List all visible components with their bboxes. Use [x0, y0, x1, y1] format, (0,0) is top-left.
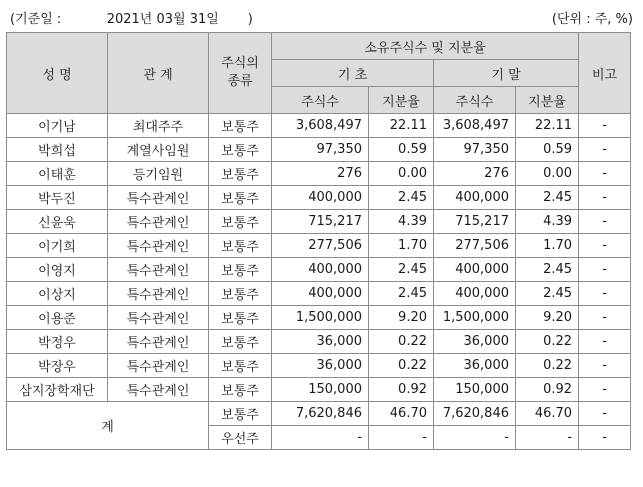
cell-note: -: [579, 114, 631, 138]
cell-name: 이기남: [7, 114, 108, 138]
cell-relation: 계열사임원: [108, 138, 209, 162]
header-note: 비고: [579, 33, 631, 114]
cell-note: -: [579, 234, 631, 258]
cell-end-ratio: 0.00: [516, 162, 579, 186]
header-begin-shares: 주식수: [272, 87, 369, 114]
cell-end-shares: 400,000: [434, 282, 516, 306]
table-row: [7, 210, 631, 234]
cell-name: 박정우: [7, 330, 108, 354]
cell-type: 보통주: [209, 354, 272, 378]
cell-begin-ratio: 0.92: [369, 378, 434, 402]
cell-type: 보통주: [209, 402, 272, 426]
header-end-ratio: 지분율: [516, 87, 579, 114]
cell-name: 이용준: [7, 306, 108, 330]
cell-relation: 특수관계인: [108, 186, 209, 210]
cell-end-shares: 3,608,497: [434, 114, 516, 138]
table-row: [7, 186, 631, 210]
cell-end-shares: 150,000: [434, 378, 516, 402]
total-label: 계: [7, 402, 209, 450]
cell-type: 보통주: [209, 282, 272, 306]
cell-relation: 특수관계인: [108, 258, 209, 282]
cell-note: -: [579, 258, 631, 282]
cell-begin-shares: 715,217: [272, 210, 369, 234]
cell-begin-ratio: 0.00: [369, 162, 434, 186]
cell-note: -: [579, 354, 631, 378]
cell-begin-ratio: 2.45: [369, 282, 434, 306]
cell-relation: 특수관계인: [108, 306, 209, 330]
cell-note: -: [579, 378, 631, 402]
cell-type: 보통주: [209, 306, 272, 330]
cell-type: 보통주: [209, 138, 272, 162]
cell-begin-ratio: 46.70: [369, 402, 434, 426]
cell-begin-ratio: 2.45: [369, 186, 434, 210]
cell-end-ratio: 1.70: [516, 234, 579, 258]
cell-end-shares: 36,000: [434, 330, 516, 354]
cell-end-shares: 400,000: [434, 258, 516, 282]
cell-end-ratio: 0.59: [516, 138, 579, 162]
cell-begin-shares: 400,000: [272, 282, 369, 306]
cell-begin-shares: -: [272, 426, 369, 450]
cell-begin-shares: 1,500,000: [272, 306, 369, 330]
table-row: [7, 330, 631, 354]
cell-end-shares: 715,217: [434, 210, 516, 234]
cell-begin-shares: 277,506: [272, 234, 369, 258]
cell-name: 박두진: [7, 186, 108, 210]
header-end: 기 말: [434, 60, 579, 87]
table-row: [7, 258, 631, 282]
cell-note: -: [579, 210, 631, 234]
cell-end-ratio: 0.22: [516, 330, 579, 354]
cell-note: -: [579, 138, 631, 162]
cell-name: 신윤욱: [7, 210, 108, 234]
header-begin: 기 초: [272, 60, 434, 87]
header-end-shares: 주식수: [434, 87, 516, 114]
table-row: [7, 138, 631, 162]
cell-end-shares: 7,620,846: [434, 402, 516, 426]
table-row: [7, 162, 631, 186]
cell-type: 보통주: [209, 234, 272, 258]
cell-end-ratio: 9.20: [516, 306, 579, 330]
cell-note: -: [579, 306, 631, 330]
cell-relation: 특수관계인: [108, 378, 209, 402]
cell-name: 박희섭: [7, 138, 108, 162]
cell-begin-ratio: 0.22: [369, 330, 434, 354]
header-name: 성 명: [7, 33, 108, 114]
cell-end-shares: 97,350: [434, 138, 516, 162]
cell-end-ratio: -: [516, 426, 579, 450]
header-stock-type: 주식의 종류: [209, 33, 272, 114]
cell-end-shares: 277,506: [434, 234, 516, 258]
cell-relation: 등기임원: [108, 162, 209, 186]
header-relation: 관 계: [108, 33, 209, 114]
table-caption-bar: [0, 0, 643, 32]
header-ownership: 소유주식수 및 지분율: [272, 33, 579, 60]
cell-type: 보통주: [209, 210, 272, 234]
cell-begin-ratio: 9.20: [369, 306, 434, 330]
cell-type: 보통주: [209, 114, 272, 138]
cell-begin-shares: 97,350: [272, 138, 369, 162]
table-row: [7, 306, 631, 330]
cell-note: -: [579, 162, 631, 186]
table-row: [7, 114, 631, 138]
shareholding-table: [6, 32, 631, 450]
cell-name: 이태훈: [7, 162, 108, 186]
cell-end-ratio: 22.11: [516, 114, 579, 138]
cell-end-ratio: 2.45: [516, 258, 579, 282]
cell-begin-ratio: 22.11: [369, 114, 434, 138]
table-row: [7, 282, 631, 306]
cell-begin-shares: 36,000: [272, 330, 369, 354]
cell-end-ratio: 2.45: [516, 186, 579, 210]
cell-end-shares: 36,000: [434, 354, 516, 378]
cell-end-shares: 400,000: [434, 186, 516, 210]
cell-begin-ratio: 1.70: [369, 234, 434, 258]
cell-relation: 특수관계인: [108, 234, 209, 258]
cell-begin-ratio: 2.45: [369, 258, 434, 282]
cell-note: -: [579, 330, 631, 354]
base-date: (기준일 : 2021년 03월 31일 ): [10, 12, 253, 27]
cell-begin-shares: 400,000: [272, 258, 369, 282]
cell-type: 우선주: [209, 426, 272, 450]
cell-begin-ratio: 0.59: [369, 138, 434, 162]
total-row-common: [7, 402, 631, 426]
cell-relation: 최대주주: [108, 114, 209, 138]
table-row: [7, 234, 631, 258]
cell-relation: 특수관계인: [108, 210, 209, 234]
table-row: [7, 354, 631, 378]
cell-end-ratio: 2.45: [516, 282, 579, 306]
cell-begin-shares: 7,620,846: [272, 402, 369, 426]
cell-end-ratio: 4.39: [516, 210, 579, 234]
cell-type: 보통주: [209, 258, 272, 282]
cell-begin-ratio: -: [369, 426, 434, 450]
cell-end-shares: 1,500,000: [434, 306, 516, 330]
cell-relation: 특수관계인: [108, 330, 209, 354]
cell-relation: 특수관계인: [108, 354, 209, 378]
cell-relation: 특수관계인: [108, 282, 209, 306]
cell-begin-ratio: 4.39: [369, 210, 434, 234]
cell-begin-shares: 36,000: [272, 354, 369, 378]
table-row: [7, 378, 631, 402]
cell-begin-shares: 3,608,497: [272, 114, 369, 138]
cell-end-ratio: 46.70: [516, 402, 579, 426]
cell-type: 보통주: [209, 378, 272, 402]
cell-note: -: [579, 426, 631, 450]
cell-name: 삼지장학재단: [7, 378, 108, 402]
cell-begin-shares: 150,000: [272, 378, 369, 402]
cell-note: -: [579, 402, 631, 426]
cell-end-shares: -: [434, 426, 516, 450]
cell-note: -: [579, 282, 631, 306]
cell-type: 보통주: [209, 330, 272, 354]
cell-begin-ratio: 0.22: [369, 354, 434, 378]
cell-end-ratio: 0.22: [516, 354, 579, 378]
cell-name: 이상지: [7, 282, 108, 306]
cell-type: 보통주: [209, 186, 272, 210]
unit-label: (단위 : 주, %): [551, 12, 633, 27]
cell-end-shares: 276: [434, 162, 516, 186]
cell-name: 이영지: [7, 258, 108, 282]
cell-name: 이기희: [7, 234, 108, 258]
cell-name: 박장우: [7, 354, 108, 378]
cell-end-ratio: 0.92: [516, 378, 579, 402]
cell-begin-shares: 276: [272, 162, 369, 186]
cell-type: 보통주: [209, 162, 272, 186]
header-begin-ratio: 지분율: [369, 87, 434, 114]
cell-note: -: [579, 186, 631, 210]
cell-begin-shares: 400,000: [272, 186, 369, 210]
